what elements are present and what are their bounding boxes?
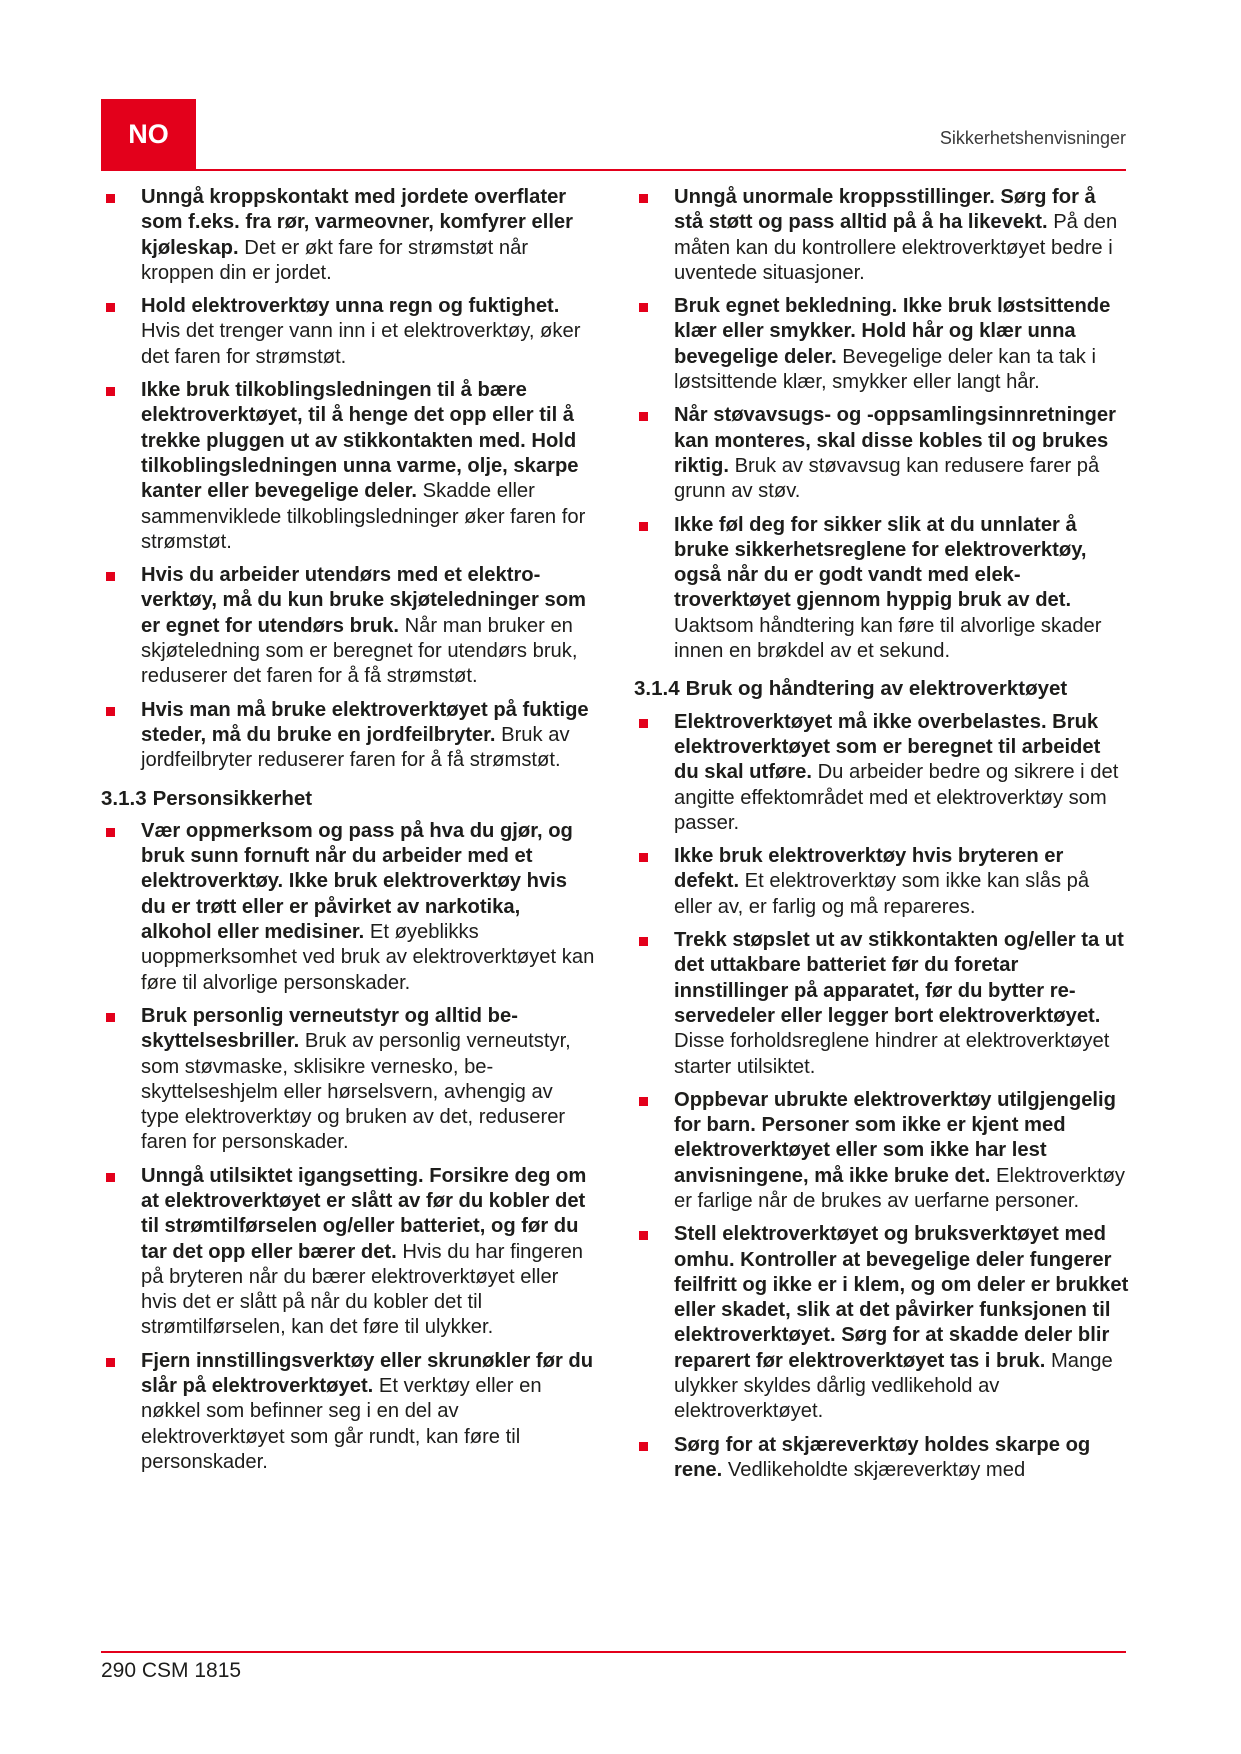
- item-bold-text: Trekk støpslet ut av stikkontakten og/eller ta ut det uttakbare batteriet før du foretar innstillinger på apparatet, før du bytter reservedeler eller legger bort elektroverktøyet.: [674, 929, 1124, 1027]
- list-item: [634, 294, 1129, 395]
- item-bold-text: Ikke bruk tilkoblingsledningen til å bære elektroverktøyet, til å henge det opp eller til å trekke pluggen ut av stikkontakten med. Hold tilkoblingsledningen unna varme, olje, skarpe kanter eller bevegelige deler.: [141, 379, 579, 503]
- item-body-text: Uaktsom håndtering kan føre til alvorlige skader innen en brøkdel av et sekund.: [674, 614, 1102, 663]
- square-bullet-icon: [106, 1358, 115, 1367]
- item-bold-text: Vær oppmerksom og pass på hva du gjør, og bruk sunn fornuft når du arbeider med et elektroverktøy. Ikke bruk elektroverktøy hvis du er trøtt eller er påvirket av narkotika, alkohol eller medisiner.: [141, 819, 573, 944]
- square-bullet-icon: [639, 719, 648, 728]
- list-item: [101, 294, 596, 370]
- list-item: [634, 710, 1129, 836]
- item-bold-text: Ikke bruk elektroverktøy hvis bryteren er defekt.: [674, 845, 1064, 893]
- left-column: [101, 185, 596, 1483]
- list-item: [634, 403, 1129, 504]
- item-body-text: Et øyeblikks uoppmerksomhet ved bruk av elektroverktøyet kan føre til alvorlige personskader.: [141, 921, 595, 994]
- list-item: [634, 513, 1129, 665]
- item-bold-text: Oppbevar ubrukte elektroverktøy utilgjengelig for barn. Personer som ikke er kjent med elektroverktøyet eller som ikke har lest anvisningene, må ikke bruke det.: [674, 1088, 1116, 1187]
- square-bullet-icon: [639, 194, 648, 203]
- square-bullet-icon: [639, 853, 648, 862]
- item-bold-text: Stell elektroverktøyet og bruksverktøyet med omhu. Kontroller at bevegelige deler fungerer feilfritt og ikke er i klem, og om deler er brukket eller skadet, slik at det påvirker funksjonen til elektroverktøyet. Sørg for at skadde deler blir reparert før elektroverktøyet tas i bruk.: [674, 1223, 1129, 1372]
- item-body-text: Bruk av personlig verneutstyr, som støvmaske, sklisikre vernesko, beskyttelseshjelm eller hørselsvern, avhengig av type elektroverktøy og bruken av det, reduserer faren for personskader.: [141, 1030, 571, 1154]
- square-bullet-icon: [106, 194, 115, 203]
- square-bullet-icon: [639, 1097, 648, 1106]
- square-bullet-icon: [639, 303, 648, 312]
- section-number: 3.1.3: [101, 786, 147, 810]
- square-bullet-icon: [639, 937, 648, 946]
- running-head: Sikkerhetshenvisninger: [939, 128, 1126, 148]
- item-bold-text: Elektroverktøyet må ikke overbelastes. Bruk elektroverktøyet som er beregnet til arbeidet du skal utføre.: [674, 710, 1101, 784]
- item-body-text: Bruk av jordfeilbryter reduserer faren for å få strømstøt.: [141, 723, 570, 772]
- square-bullet-icon: [639, 1442, 648, 1451]
- list-item: [101, 698, 596, 774]
- list-item: [634, 844, 1129, 920]
- item-bold-text: Bruk personlig verneutstyr og alltid beskyttelsesbriller.: [141, 1004, 518, 1053]
- item-body-text: Et elektroverktøy som ikke kan slås på eller av, er farlig og må repareres.: [674, 870, 1090, 918]
- list-item: [101, 1164, 596, 1341]
- item-bold-text: Hvis du arbeider utendørs med et elektroverktøy, må du kun bruke skjøteledninger som er egnet for utendørs bruk.: [141, 564, 586, 637]
- list-item: [634, 1433, 1129, 1484]
- section-number: 3.1.4: [634, 677, 680, 701]
- bullet-list: [634, 185, 1129, 664]
- item-body-text: Skadde eller sammenviklede tilkoblingsledninger øker faren for strømstøt.: [141, 480, 586, 553]
- section-heading-3-1-4: [634, 676, 1129, 701]
- list-item: [634, 1088, 1129, 1214]
- list-item: [101, 563, 596, 689]
- item-bold-text: Når støvavsugs- og -oppsamlingsinnretninger kan monteres, skal disse kobles til og brukes riktig.: [674, 404, 1116, 477]
- bullet-list: [101, 185, 596, 774]
- header-rule: [101, 169, 1126, 171]
- page-number: 290 CSM 1815: [101, 1659, 242, 1682]
- item-body-text: Du arbeider bedre og sikrere i det angitte effektområdet med et elektroverktøy som passer.: [674, 761, 1119, 834]
- list-item: [634, 928, 1129, 1080]
- item-bold-text: Unngå kroppskontakt med jordete overflater som f.eks. fra rør, varmeovner, komfyrer eller kjøleskap.: [141, 186, 574, 259]
- item-body-text: Mange ulykker skyldes dårlig vedlikehold av elektroverktøyet.: [674, 1349, 1113, 1423]
- item-bold-text: Ikke føl deg for sikker slik at du unnlater å bruke sikkerhetsreglene for elektroverktøy, også når du er godt vandt med elektroverktøyet gjennom hyppig bruk av det.: [674, 513, 1087, 612]
- item-body-text: Bruk av støvavsug kan redusere farer på grunn av støv.: [674, 454, 1100, 503]
- square-bullet-icon: [106, 707, 115, 716]
- list-item: [634, 1222, 1129, 1424]
- square-bullet-icon: [106, 1173, 115, 1182]
- section-heading-3-1-3: [101, 786, 596, 811]
- bullet-list: [101, 819, 596, 1475]
- list-item: [101, 1004, 596, 1156]
- item-bold-text: Unngå unormale kroppsstillinger. Sørg for å stå støtt og pass alltid på å ha likevekt.: [674, 186, 1096, 234]
- footer-rule: [101, 1651, 1126, 1653]
- item-body-text: Hvis det trenger vann inn i et elektroverktøy, øker det faren for strømstøt.: [141, 320, 581, 368]
- item-bold-text: Fjern innstillingsverktøy eller skrunøkler før du slår på elektroverktøyet.: [141, 1349, 594, 1398]
- item-body-text: Et verktøy eller en nøkkel som befinner seg i en del av elektroverktøyet som går rundt, kan føre til personskader.: [141, 1375, 542, 1473]
- item-bold-text: Unngå utilsiktet igangsetting. Forsikre deg om at elektroverktøyet er slått av før du kobler det til strømtilførselen og/eller batteriet, og før du tar det opp eller bærer det.: [141, 1164, 587, 1263]
- item-body-text: Bevegelige deler kan ta tak i løstsittende klær, smykker eller langt hår.: [674, 345, 1096, 394]
- square-bullet-icon: [106, 572, 115, 581]
- item-body-text: Når man bruker en skjøteledning som er beregnet for utendørs bruk, reduserer det faren for å få strømstøt.: [141, 614, 578, 688]
- item-body-text: Det er økt fare for strømstøt når kroppen din er jordet.: [141, 236, 529, 284]
- square-bullet-icon: [639, 412, 648, 421]
- square-bullet-icon: [639, 1231, 648, 1240]
- item-bold-text: Hold elektroverktøy unna regn og fuktighet.: [141, 295, 560, 318]
- item-bold-text: Sørg for at skjæreverktøy holdes skarpe og rene.: [674, 1433, 1091, 1481]
- item-body-text: Elektroverktøy er farlige når de brukes av uerfarne personer.: [674, 1164, 1126, 1212]
- item-body-text: Disse forholdsreglene hindrer at elektroverktøyet starter utilsiktet.: [674, 1030, 1110, 1078]
- square-bullet-icon: [106, 1013, 115, 1022]
- bullet-list: [634, 710, 1129, 1484]
- section-title: Personsikkerhet: [152, 786, 313, 810]
- right-column: [634, 185, 1129, 1491]
- item-body-text: På den måten kan du kontrollere elektroverktøyet bedre i uventede situasjoner.: [674, 211, 1118, 284]
- section-title: Bruk og håndtering av elektroverktøyet: [685, 677, 1068, 701]
- list-item: [101, 378, 596, 555]
- list-item: [101, 1349, 596, 1475]
- list-item: [101, 185, 596, 286]
- list-item: [634, 185, 1129, 286]
- square-bullet-icon: [106, 387, 115, 396]
- item-bold-text: Hvis man må bruke elektroverktøyet på fuktige steder, må du bruke en jordfeilbryter.: [141, 698, 589, 746]
- item-body-text: Vedlikeholdte skjæreverktøy med: [722, 1458, 1026, 1481]
- item-bold-text: Bruk egnet bekledning. Ikke bruk løstsittende klær eller smykker. Hold hår og klær unna bevegelige deler.: [674, 295, 1111, 368]
- square-bullet-icon: [639, 522, 648, 531]
- language-tab: NO: [101, 99, 196, 170]
- item-body-text: Hvis du har fingeren på bryteren når du bærer elektroverktøyet eller hvis det er slått på når du kobler det til strømtilførselen, kan det føre til ulykker.: [141, 1240, 584, 1339]
- list-item: [101, 819, 596, 996]
- square-bullet-icon: [106, 303, 115, 312]
- square-bullet-icon: [106, 828, 115, 837]
